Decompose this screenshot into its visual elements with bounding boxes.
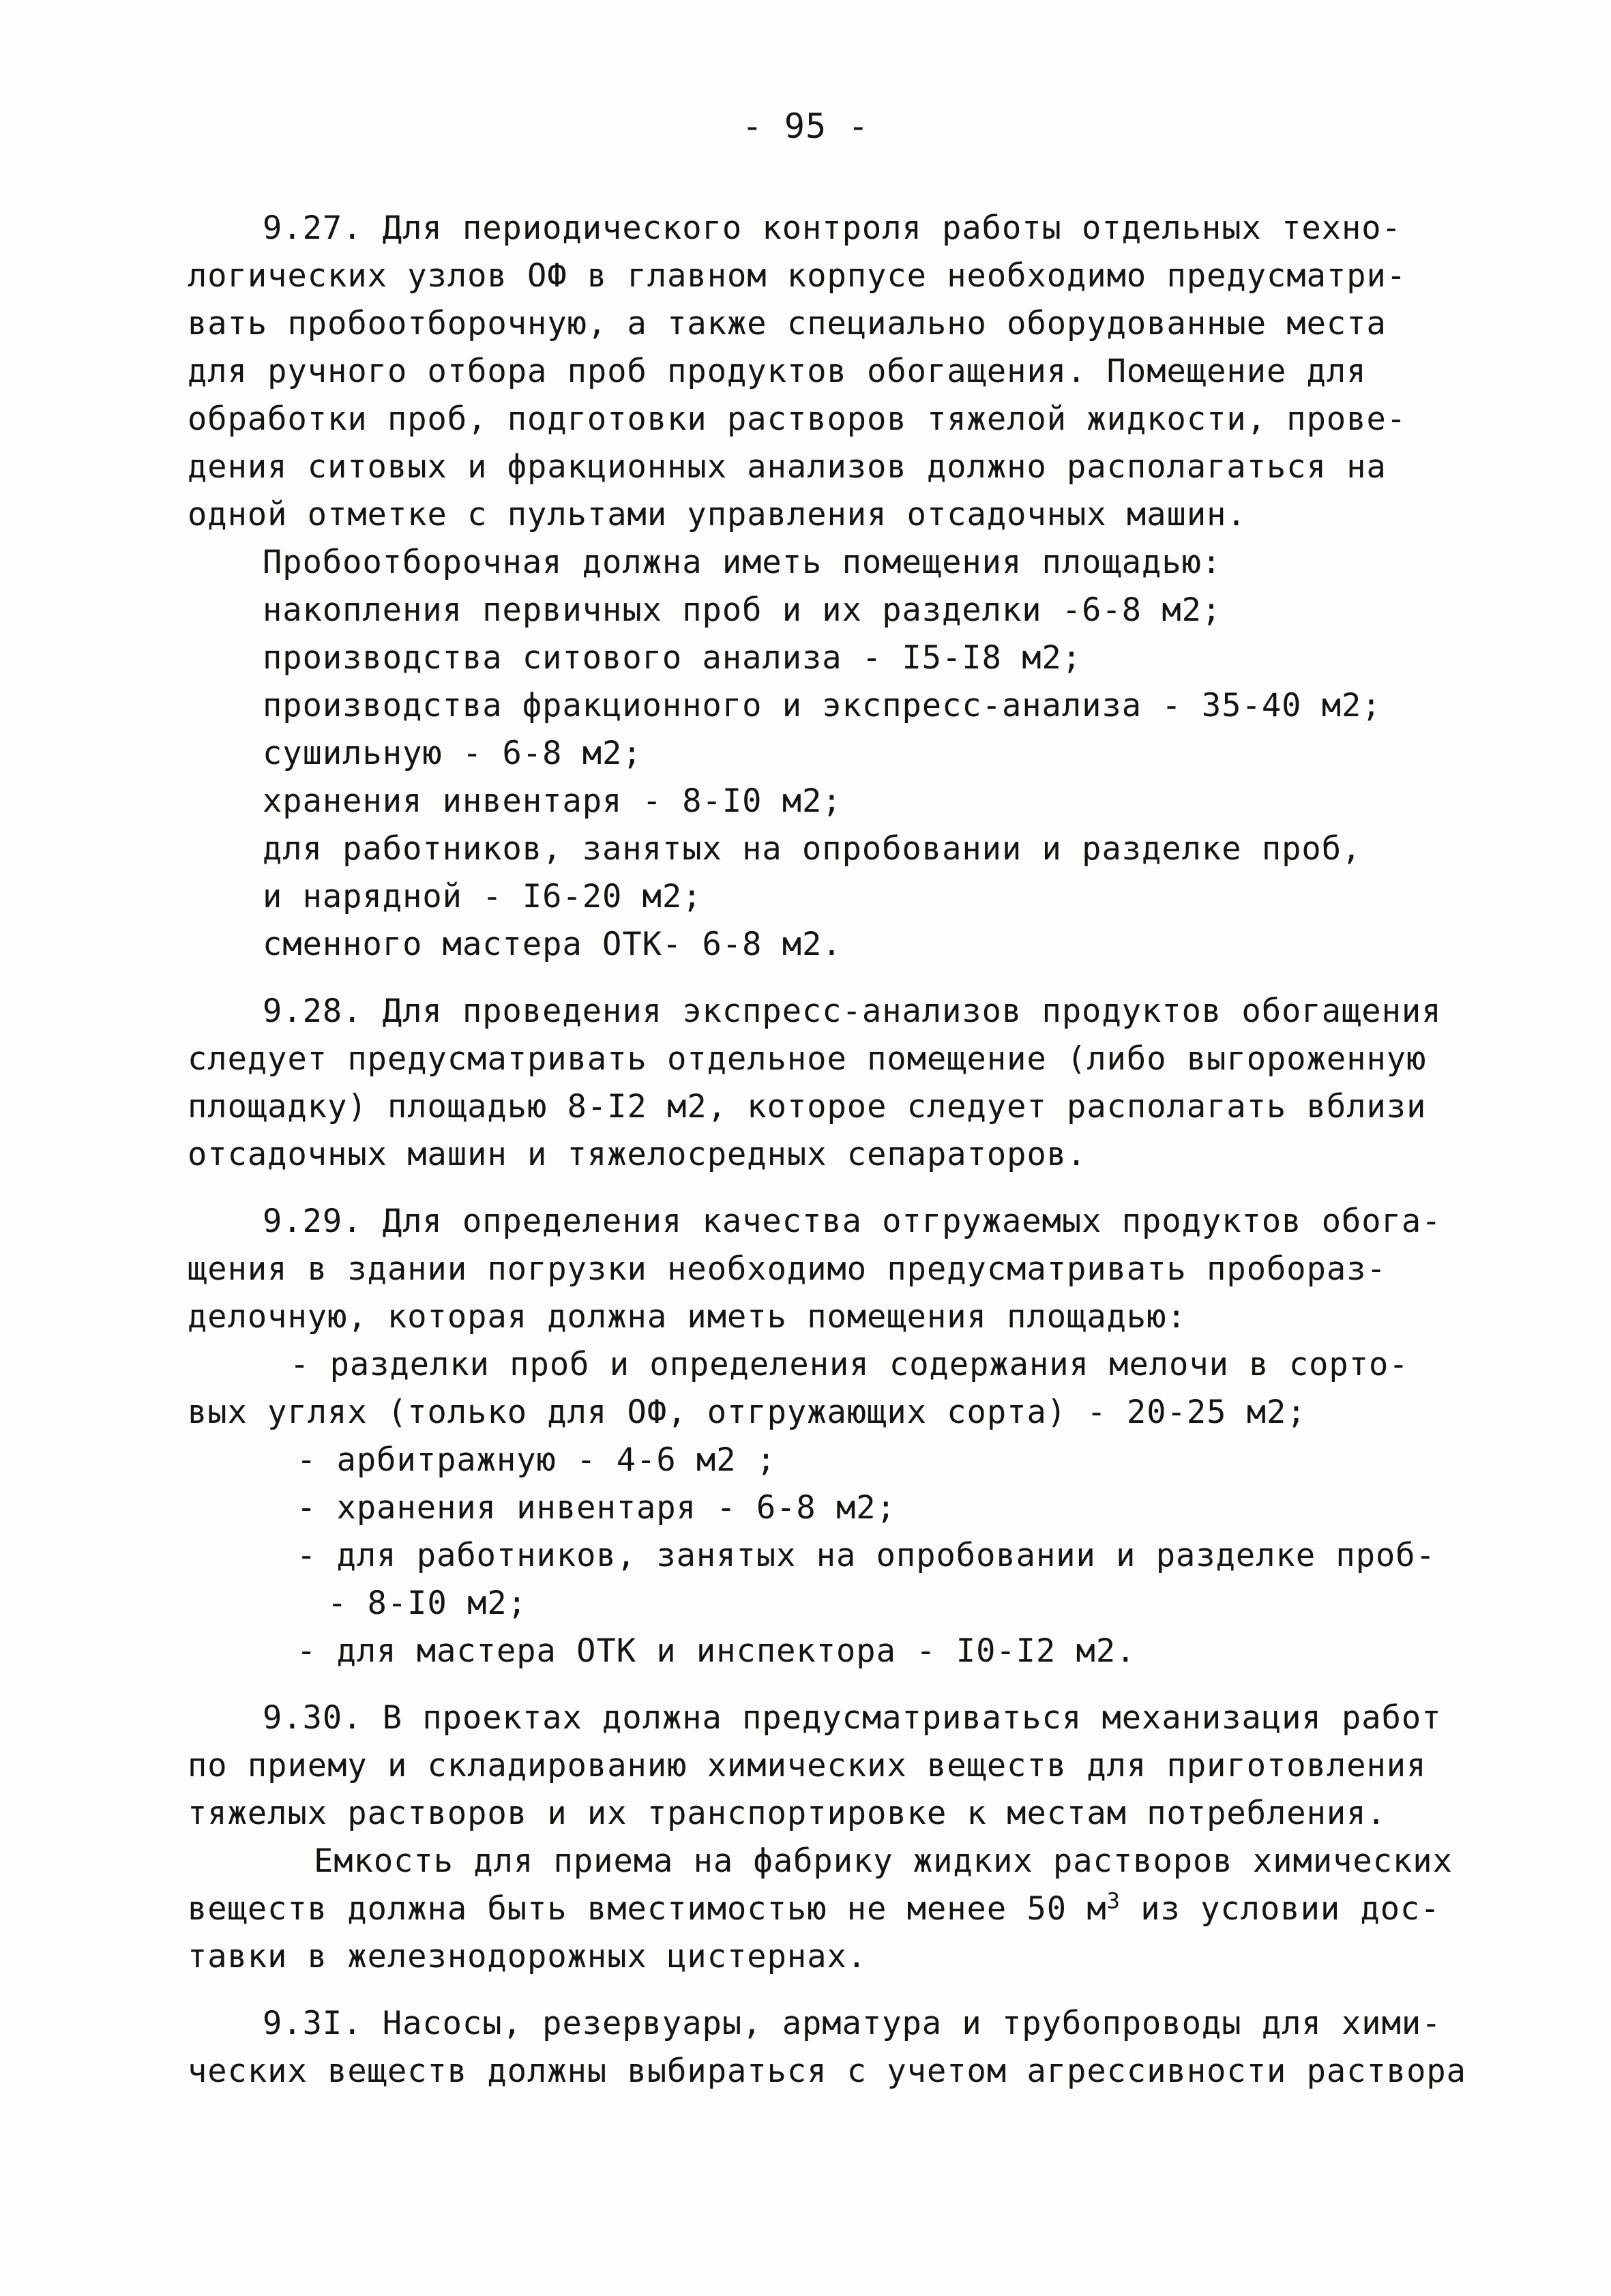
list-item: - арбитражную - 4-6 м2 ; [297, 1441, 777, 1479]
list-item: - для мастера ОТК и инспектора - I0-I2 м2. [297, 1632, 1136, 1670]
text-line: площадку) площадью 8-I2 м2, которое следует располагать вблизи [188, 1088, 1427, 1125]
list-item: сушильную - 6-8 м2; [263, 735, 642, 772]
list-item: вых углях (только для ОФ, отгружающих сорта) - 20-25 м2; [188, 1394, 1307, 1431]
text-fragment: веществ должна быть вместимостью не менее 50 м [188, 1890, 1107, 1928]
text-line: щения в здании погрузки необходимо предусматривать пробораз- [188, 1250, 1387, 1288]
list-item: - хранения инвентаря - 6-8 м2; [297, 1489, 896, 1527]
list-item: накопления первичных проб и их разделки -6-8 м2; [263, 591, 1222, 629]
list-item: - для работников, занятых на опробовании и разделке проб- [297, 1537, 1436, 1574]
text-line: делочную, которая должна иметь помещения площадью: [188, 1298, 1187, 1336]
paragraph-9-29 [188, 1198, 1456, 1675]
text-line: отсадочных машин и тяжелосредных сепараторов. [188, 1136, 1087, 1173]
text-line: тавки в железнодорожных цистернах. [188, 1938, 868, 1975]
list-item: - разделки проб и определения содержания мелочи в сорто- [290, 1346, 1409, 1383]
text-line: Емкость для приема на фабрику жидких растворов химических [314, 1842, 1453, 1880]
text-line: дения ситовых и фракционных анализов должно располагаться на [188, 448, 1387, 486]
paragraph-9-31 [188, 2000, 1466, 2095]
text-line: следует предусматривать отдельное помещение (либо выгороженную [188, 1040, 1427, 1078]
text-line: ческих веществ должны выбираться с учетом агрессивности раствора [188, 2052, 1466, 2090]
text-line: 9.28. Для проведения экспресс-анализов продуктов обогащения [263, 992, 1442, 1030]
list-item: и нарядной - I6-20 м2; [263, 878, 703, 915]
list-item: для работников, занятых на опробовании и разделке проб, [263, 830, 1362, 868]
text-line: одной отметке с пультами управления отсадочных машин. [188, 496, 1247, 533]
list-item: - 8-I0 м2; [327, 1585, 527, 1622]
list-item: производства ситового анализа - I5-I8 м2; [263, 639, 1082, 677]
text-line: тяжелых растворов и их транспортировке к местам потребления. [188, 1795, 1387, 1832]
page-number: - 95 - [741, 106, 870, 146]
text-line: вать пробоотборочную, а также специально оборудованные места [188, 305, 1387, 342]
list-item: производства фракционного и экспресс-анализа - 35-40 м2; [263, 687, 1382, 724]
list-item: сменного мастера ОТК- 6-8 м2. [263, 926, 842, 963]
text-line: по приему и складированию химических веществ для приготовления [188, 1747, 1427, 1784]
text-fragment: из условии дос- [1120, 1890, 1440, 1928]
superscript: 3 [1106, 1887, 1121, 1914]
list-item: хранения инвентаря - 8-I0 м2; [263, 782, 842, 820]
text-line: Пробоотборочная должна иметь помещения площадью: [263, 544, 1222, 581]
paragraph-9-30 [188, 1694, 1456, 1981]
document-body [188, 205, 1466, 2095]
text-line: обработки проб, подготовки растворов тяжелой жидкости, прове- [188, 400, 1407, 438]
text-line: для ручного отбора проб продуктов обогащения. Помещение для [188, 353, 1367, 390]
text-line: 9.3I. Насосы, резервуары, арматура и трубопроводы для хими- [263, 2005, 1442, 2042]
text-line: 9.27. Для периодического контроля работы отдельных техно- [263, 209, 1402, 247]
text-line: логических узлов ОФ в главном корпусе необходимо предусматри- [188, 257, 1407, 295]
text-line: 9.29. Для определения качества отгружаемых продуктов обога- [263, 1203, 1442, 1240]
paragraph-9-27 [188, 205, 1456, 969]
text-line: 9.30. В проектах должна предусматриваться механизация работ [263, 1699, 1442, 1737]
text-line [188, 1885, 1456, 1933]
paragraph-9-28 [188, 988, 1456, 1179]
